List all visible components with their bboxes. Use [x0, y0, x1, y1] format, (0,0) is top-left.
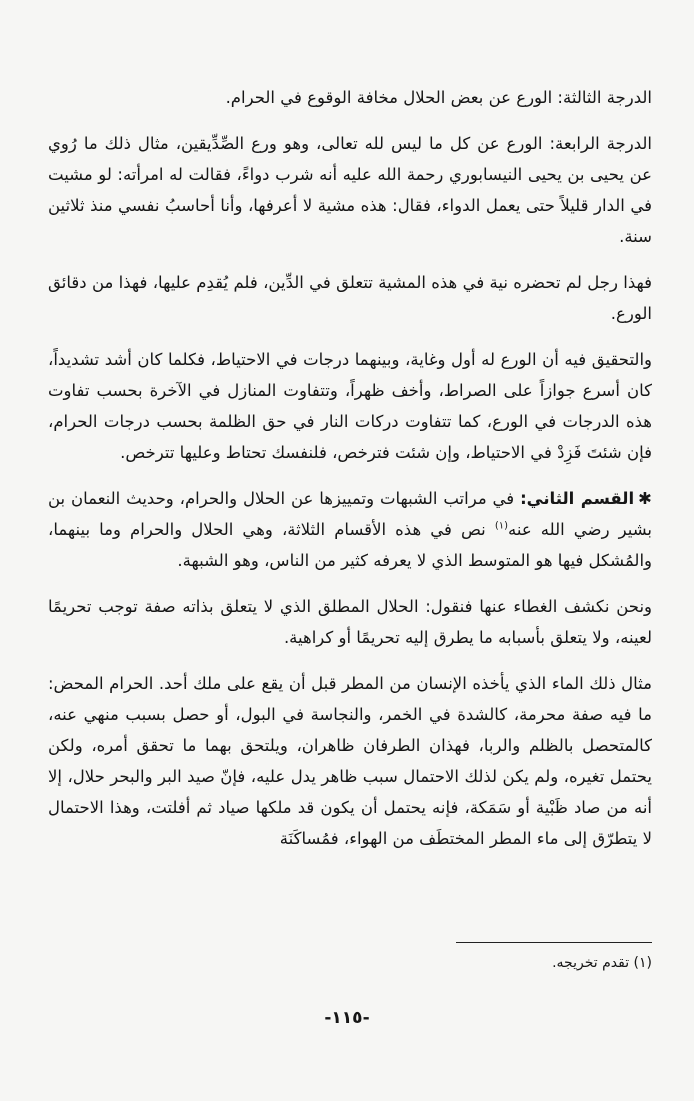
- section-text-start: في مراتب الشبهات وتمييزها عن الحلال والحرام، وحديث النعمان بن بشير رضي الله عنه: [48, 489, 653, 539]
- paragraph-third-degree: الدرجة الثالثة: الورع عن بعض الحلال مخافة الوقوع في الحرام.: [225, 88, 652, 107]
- paragraph-verification: والتحقيق فيه أن الورع له أول وغاية، وبينهما درجات في الاحتياط، فكلما كان أشد تشديداً، كان أسرع جوازاً على الصراط، وأخف ظهراً، وتتفاوت المنازل في الآخرة بحسب تفاوت هذه الدرجات في الورع، كما تتفاوت دركات النار في حق الظلمة بحسب درجات الحرام، فإن شئتَ فَزِدْ في الاحتياط، وإن شئت فترخص، فلنفسك تحتاط وعليها تترخص.: [48, 350, 652, 462]
- paragraph-example-water: مثال ذلك الماء الذي يأخذه الإنسان من المطر قبل أن يقع على ملك أحد. الحرام المحض: ما فيه صفة محرمة، كالشدة في الخمر، والنجاسة في البول، أو حصل بسبب منهي عنه، كالمتحصل بالظلم والربا، فهذان الطرفان ظاهران، ويلتحق بهما ما تحقق أمره، ولكن يحتمل تغيره، ولم يكن لذلك الاحتمال سبب ظاهر يدل عليه، فإنّ صيد البر والبحر حلال، إلا أنه من صاد ظَبْية أو سَمَكة، فإنه يحتمل أن يكون قد ملكها صياد ثم أفلتت، وهذا الاحتمال لا يتطرّق إلى ماء المطر المختطَف من الهواء، فمُساكَنَة: [48, 674, 652, 848]
- paragraph-man-example: فهذا رجل لم تحضره نية في هذه المشية تتعلق في الدِّين، فلم يُقدِم عليها، فهذا من دقائق الورع.: [48, 273, 652, 323]
- footnote-divider: [456, 942, 652, 943]
- section-heading: القسم الثاني:: [520, 489, 635, 508]
- footnote-reference: (١): [494, 520, 509, 532]
- section-text-end: نص في هذه الأقسام الثلاثة، وهي الحلال والحرام وما بينهما، والمُشكل فيها هو المتوسط الذي لا يعرفه كثير من الناس، وهو الشبهة.: [48, 520, 652, 570]
- footnote: (١) تقدم تخريجه.: [552, 955, 652, 971]
- page-number: -١١٥-: [324, 1008, 370, 1028]
- paragraph-second-section: [48, 483, 652, 576]
- star-icon: ✱: [638, 489, 652, 508]
- paragraph-fourth-degree: الدرجة الرابعة: الورع عن كل ما ليس لله تعالى، وهو ورع الصِّدِّيقين، مثال ذلك ما رُوي عن يحيى بن يحيى النيسابوري رحمة الله عليه أنه شرب دواءً، فقالت له امرأته: لو مشيت في الدار قليلاً حتى يعمل الدواء، فقال: هذه مشية لا أعرفها، وأنا أحاسبُ نفسي منذ ثلاثين سنة.: [48, 134, 652, 246]
- page-body: [48, 82, 652, 869]
- paragraph-pure-halal: ونحن نكشف الغطاء عنها فنقول: الحلال المطلق الذي لا يتعلق بذاته صفة توجب تحريمًا لعينه، ولا يتعلق بأسبابه ما يطرق إليه تحريمًا أو كراهية.: [48, 597, 652, 647]
